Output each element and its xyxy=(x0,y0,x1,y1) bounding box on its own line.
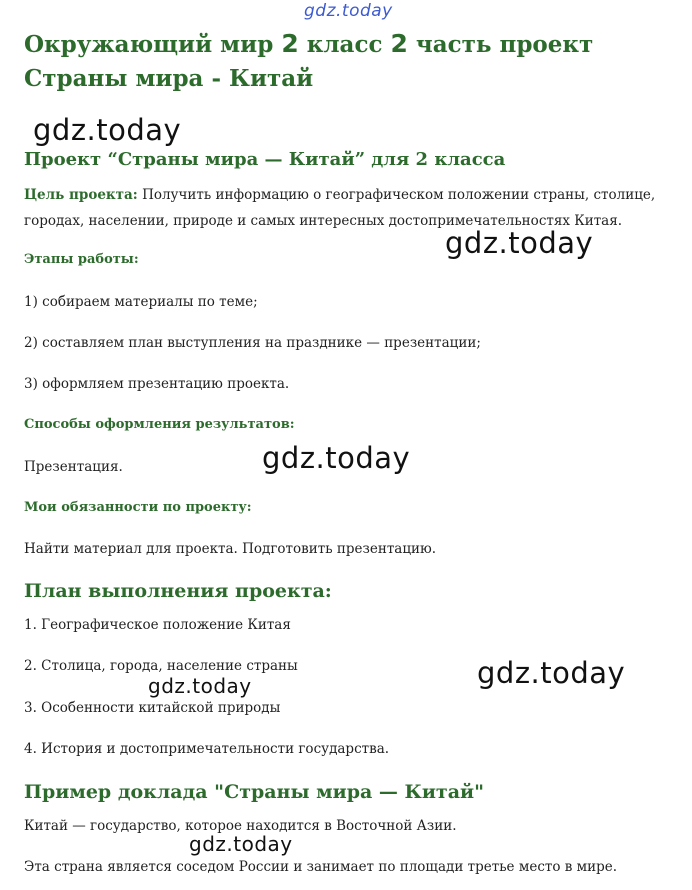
goal-text: Получить информацию о географическом положении страны, столице, городах, населении, природе и самых интересных достопримечательностях Китая. xyxy=(24,187,656,229)
plan-item-1: 1. Географическое положение Китая xyxy=(24,617,291,633)
watermark-6: gdz.today xyxy=(189,832,293,856)
title-grade-number: 2 xyxy=(281,29,299,58)
watermark-1: gdz.today xyxy=(33,113,182,147)
goal-label: Цель проекта: xyxy=(24,187,138,203)
example-heading: Пример доклада "Страны мира — Китай" xyxy=(24,781,484,803)
title-part-3: часть проект Страны мира - Китай xyxy=(24,31,594,92)
title-part-number: 2 xyxy=(390,29,408,58)
plan-item-2: 2. Столица, города, население страны xyxy=(24,658,298,674)
stage-item-2: 2) составляем план выступления на празднике — презентации; xyxy=(24,335,481,351)
watermark-4: gdz.today xyxy=(477,656,626,690)
title-part-2: класс xyxy=(298,31,391,58)
watermark-2: gdz.today xyxy=(445,226,594,260)
stages-label: Этапы работы: xyxy=(24,252,139,267)
example-paragraph-1: Китай — государство, которое находится в Восточной Азии. xyxy=(24,818,457,834)
plan-item-3: 3. Особенности китайской природы xyxy=(24,700,281,716)
duties-text: Найти материал для проекта. Подготовить презентацию. xyxy=(24,541,437,557)
page-title xyxy=(24,27,674,96)
stage-item-3: 3) оформляем презентацию проекта. xyxy=(24,376,290,392)
plan-item-4: 4. История и достопримечательности государства. xyxy=(24,741,390,757)
plan-heading: План выполнения проекта: xyxy=(24,580,332,602)
title-part-1: Окружающий мир xyxy=(24,31,282,58)
results-label: Способы оформления результатов: xyxy=(24,417,295,432)
watermark-3: gdz.today xyxy=(262,441,411,475)
stage-item-1: 1) собираем материалы по теме; xyxy=(24,294,258,310)
results-text: Презентация. xyxy=(24,459,123,475)
example-paragraph-2: Эта страна является соседом России и занимает по площади третье место в мире. xyxy=(24,859,618,875)
watermark-top: gdz.today xyxy=(304,1,393,21)
project-heading: Проект “Страны мира — Китай” для 2 класса xyxy=(24,149,506,170)
watermark-5: gdz.today xyxy=(148,674,252,698)
duties-label: Мои обязанности по проекту: xyxy=(24,500,252,515)
